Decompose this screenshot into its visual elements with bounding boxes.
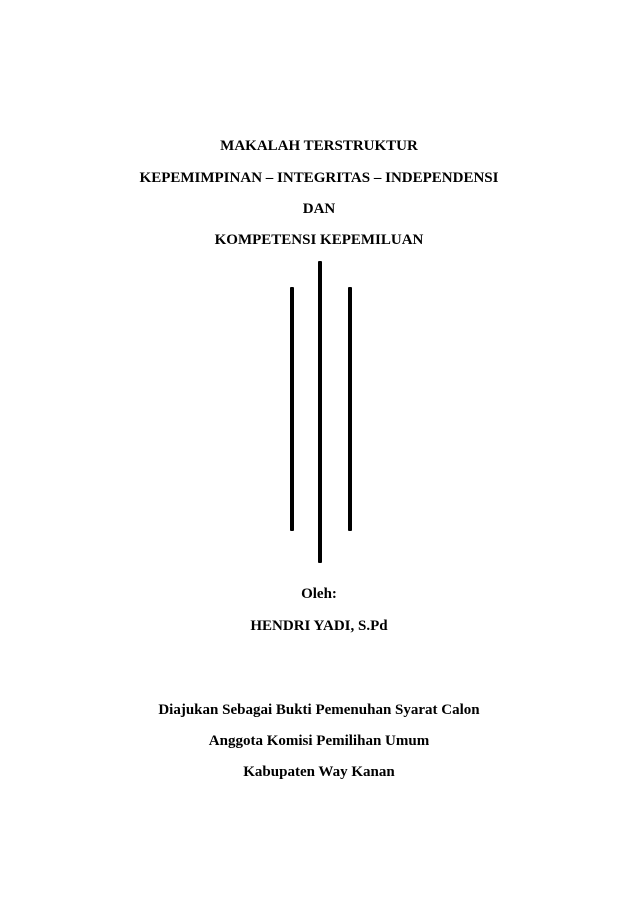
title-line-3: DAN bbox=[302, 201, 336, 217]
author-name: HENDRI YADI, S.Pd bbox=[250, 618, 388, 634]
title-line-2: KEPEMIMPINAN – INTEGRITAS – INDEPENDENSI bbox=[139, 170, 499, 186]
submission-line-1: Diajukan Sebagai Bukti Pemenuhan Syarat Calon bbox=[158, 702, 480, 718]
submission-line-3: Kabupaten Way Kanan bbox=[243, 764, 395, 780]
right-bar bbox=[348, 287, 352, 531]
left-bar bbox=[290, 287, 294, 531]
author-label: Oleh: bbox=[301, 586, 337, 602]
center-bar bbox=[318, 261, 322, 563]
title-line-1: MAKALAH TERSTRUKTUR bbox=[220, 138, 418, 154]
submission-line-2: Anggota Komisi Pemilihan Umum bbox=[208, 733, 430, 749]
title-line-4: KOMPETENSI KEPEMILUAN bbox=[214, 232, 424, 248]
